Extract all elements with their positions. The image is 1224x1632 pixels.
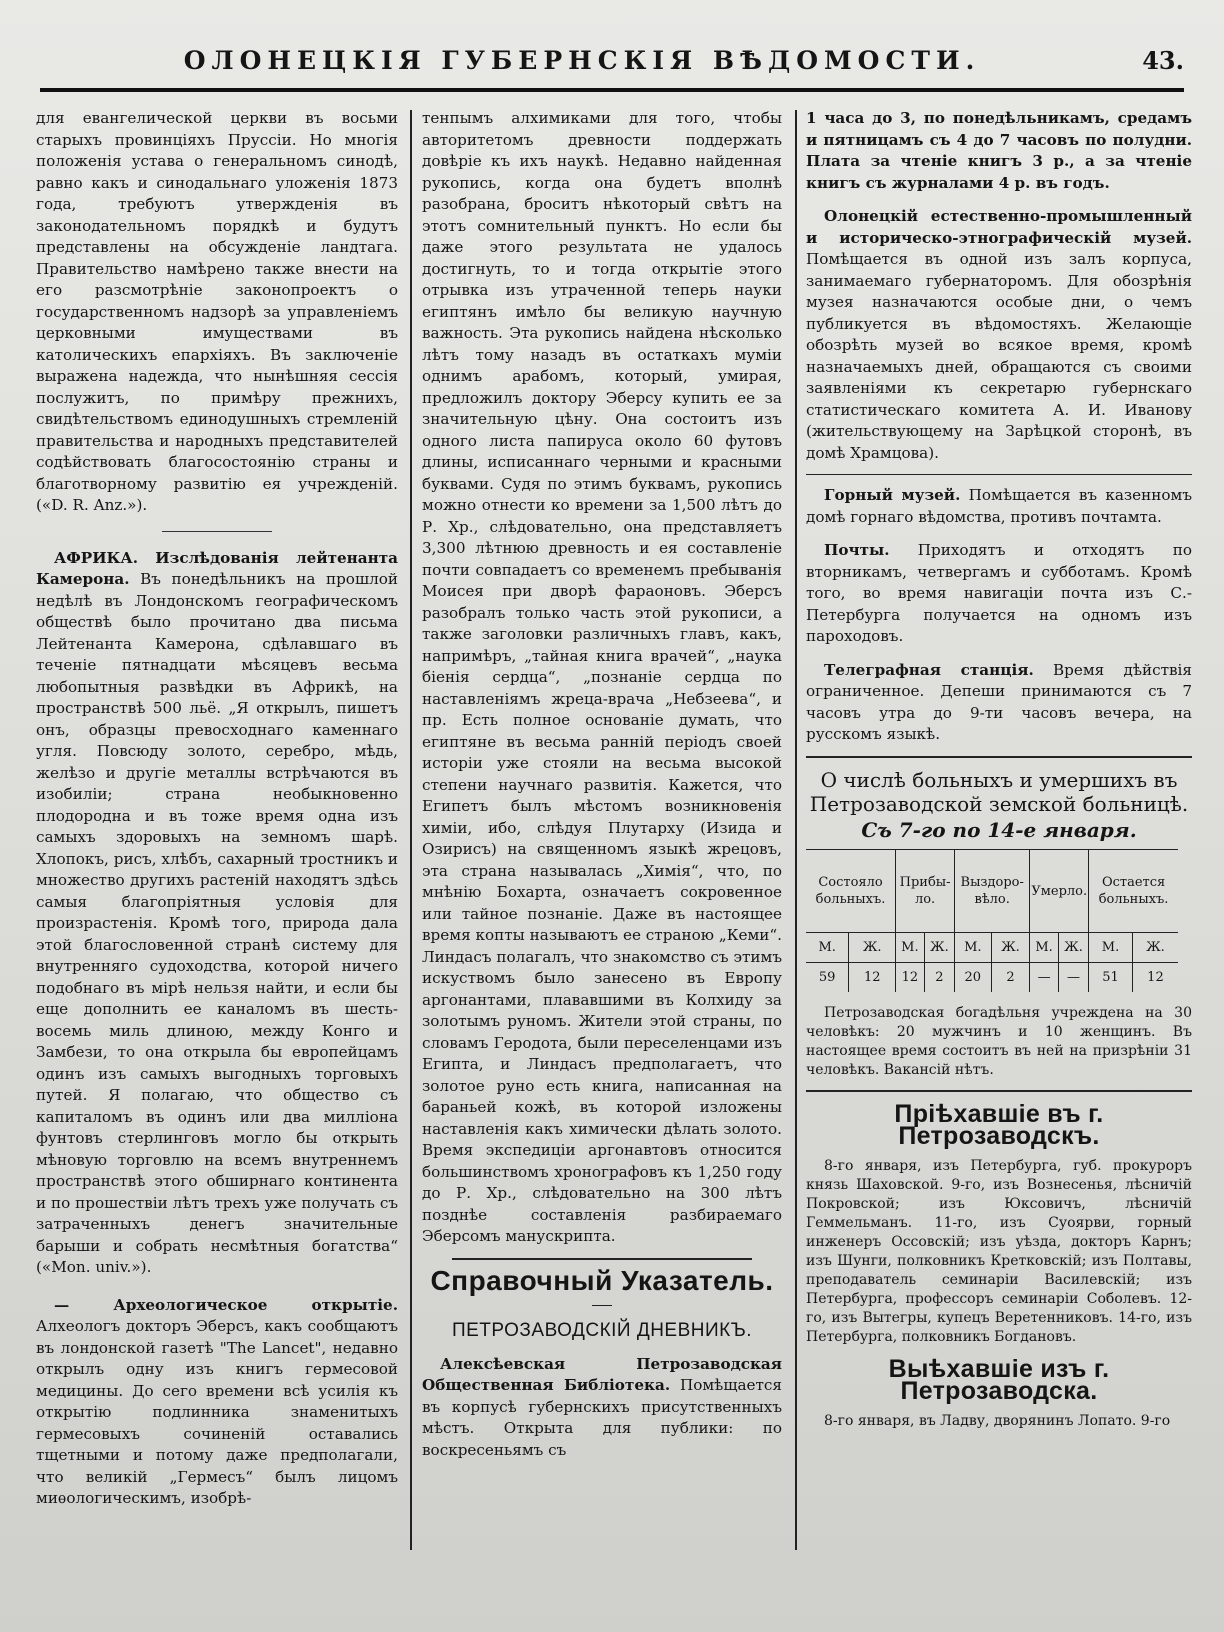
table-cell: 51 bbox=[1089, 963, 1133, 993]
telegraph-text: Время дѣйствія ограниченное. Депеши принимаются съ 7 часовъ утра до 9-ти часовъ вечера, на русскомъ языкѣ. bbox=[806, 660, 1192, 743]
table-cell: 12 bbox=[1132, 963, 1178, 993]
table-subheader-cell: Ж. bbox=[991, 933, 1030, 963]
page-number: 43. bbox=[1142, 46, 1184, 75]
section-separator bbox=[452, 1258, 752, 1260]
departures-heading: Выѣхавшіе изъ г. Петрозаводска. bbox=[888, 1355, 1110, 1405]
section-separator bbox=[806, 474, 1192, 475]
table-subheader-cell: Ж. bbox=[924, 933, 954, 963]
table-subheader-cell: М. bbox=[955, 933, 991, 963]
table-cell: 2 bbox=[991, 963, 1030, 993]
arrivals-text: 8-го января, изъ Петербурга, губ. прокуроръ князь Шаховской. 9-го, изъ Вознесенья, лѣсничій Покровской; изъ Юксовичъ, лѣсничій Геммельманъ. 11-го, изъ Суоярви, горный инженеръ Оссовскій; изъ уѣзда, докторъ Карнъ; изъ Шунги, полковникъ Кретковскій; изъ Полтавы, преподаватель семинаріи Василевскій; изъ Петербурга, профессоръ семинаріи Соболевъ. 12-го, изъ Вытегры, купецъ Веретенниковъ. 14-го, изъ Петербурга, полковникъ Богдановъ. bbox=[806, 1158, 1192, 1345]
table-cell: 2 bbox=[924, 963, 954, 993]
museum-entry bbox=[806, 206, 1192, 464]
column-divider bbox=[410, 110, 412, 1550]
column-2 bbox=[422, 108, 782, 1548]
post-text: Приходятъ и отходятъ по вторникамъ, четвергамъ и субботамъ. Кромѣ того, во время навигаціи почта изъ С.-Петербурга получается на одномъ изъ пароходовъ. bbox=[806, 541, 1192, 645]
table-cell: — bbox=[1058, 963, 1088, 993]
masthead bbox=[40, 42, 1184, 92]
table-cell: 20 bbox=[955, 963, 991, 993]
table-header-cell: Выздоро-вѣло. bbox=[955, 850, 1030, 933]
masthead-rule bbox=[40, 88, 1184, 92]
mining-museum-headline: Горный музей. bbox=[824, 486, 961, 504]
column-divider bbox=[795, 110, 797, 1550]
table-cell: 59 bbox=[806, 963, 849, 993]
section-separator bbox=[806, 1090, 1192, 1092]
table-subheader-cell: М. bbox=[1089, 933, 1133, 963]
archaeology-text: Алхеологъ докторъ Эберсъ, какъ сообщаютъ въ лондонской газетѣ "The Lancet", недавно открылъ одну изъ книгъ гермесовой медицины. До сего времени всѣ усилія къ открытію подлинника знаменитыхъ гермесовыхъ сочиненій оставались тщетными и потому даже предполагали, что великій „Гермесъ“ былъ лицомъ миѳологическимъ, изобрѣ- bbox=[36, 1317, 398, 1507]
table-subheader-cell: М. bbox=[896, 933, 925, 963]
table-header-cell: Остается больныхъ. bbox=[1089, 850, 1178, 933]
arrivals-heading: Пріѣхавшіе въ г. Петрозаводскъ. bbox=[894, 1100, 1104, 1150]
table-row bbox=[806, 963, 1178, 993]
column-3 bbox=[806, 108, 1192, 1608]
newspaper-title: ОЛОНЕЦКІЯ ГУБЕРНСКІЯ ВѢДОМОСТИ. bbox=[183, 46, 981, 75]
section-separator bbox=[806, 756, 1192, 758]
short-dash bbox=[592, 1305, 612, 1306]
museum-headline: Олонецкій естественно-промышленный и историческо-этнографическій музей. bbox=[806, 207, 1192, 247]
library-headline: Алексѣевская Петрозаводская Общественная Библіотека. bbox=[422, 1354, 782, 1394]
archaeology-article bbox=[36, 1295, 398, 1510]
table-header-cell: Умерло. bbox=[1030, 850, 1089, 933]
post-entry bbox=[806, 540, 1192, 648]
archaeology-headline: — Археологическое открытіе. bbox=[54, 1295, 398, 1314]
petrozavodsk-diary-heading: ПЕТРОЗАВОДСКІЙ ДНЕВНИКЪ. bbox=[451, 1320, 753, 1341]
section-separator bbox=[162, 531, 272, 532]
africa-article bbox=[36, 548, 398, 1279]
library-entry bbox=[422, 1354, 782, 1462]
library-text: Помѣщается въ корпусѣ губернскихъ присутственныхъ мѣстъ. Открыта для публики: по воскресеньямъ съ bbox=[422, 1376, 782, 1459]
hospital-stats-table bbox=[806, 849, 1178, 992]
table-header-cell: Прибы-ло. bbox=[896, 850, 955, 933]
library-hours-text: 1 часа до 3, по понедѣльникамъ, средамъ и пятницамъ съ 4 до 7 часовъ по полудни. Плата за чтеніе книгъ 3 р., а за чтеніе книгъ съ журналами 4 р. въ годъ. bbox=[806, 109, 1192, 192]
departures-text: 8-го января, въ Ладву, дворянинъ Лопато. 9-го bbox=[824, 1413, 1171, 1429]
mining-museum-entry bbox=[806, 485, 1192, 528]
table-subheader-cell: Ж. bbox=[1132, 933, 1178, 963]
reference-index-heading: Справочный Указатель. bbox=[430, 1264, 774, 1296]
hospital-stats-heading: О числѣ больныхъ и умершихъ въ Петрозаводской земской больницѣ. bbox=[809, 767, 1189, 816]
table-subheader-cell: М. bbox=[806, 933, 849, 963]
table-subheader-cell: Ж. bbox=[1058, 933, 1088, 963]
table-cell: 12 bbox=[849, 963, 896, 993]
table-subheader-row bbox=[806, 933, 1178, 963]
mining-museum-text: Помѣщается въ казенномъ домѣ горнаго вѣдомства, противъ почтамта. bbox=[806, 486, 1192, 526]
museum-text: Помѣщается въ одной изъ залъ корпуса, занимаемаго губернаторомъ. Для обозрѣнія музея назначаются особые дни, о чемъ публикуется въ вѣдомостяхъ. Желающіе обозрѣть музей во всякое время, кромѣ назначаемыхъ дней, обращаются съ своими заявленіями къ секретарю губернскаго статистическаго комитета А. И. Иванову (жительствующему на Зарѣцкой сторонѣ, въ домѣ Храмцова). bbox=[806, 250, 1192, 462]
archaeology-continued: тенпымъ алхимиками для того, чтобы авторитетомъ древности поддержать довѣріе къ ихъ наукѣ. Недавно найденная рукопись, когда она будетъ вполнѣ разобрана, броситъ нѣкоторый свѣтъ на этотъ сомнительный пунктъ. Но если бы даже этого результата не удалось достигнуть, то и тогда открытіе этого отрывка изъ утраченной теперь науки египтянъ имѣло бы великую научную важность. Эта рукопись найдена нѣсколько лѣтъ тому назадъ въ остаткахъ муміи однимъ арабомъ, который, умирая, предложилъ доктору Эберсу купить ее за значительную цѣну. Она состоитъ изъ одного листа папируса около 60 футовъ длины, исписаннаго черными и красными буквами. Судя по этимъ буквамъ, рукопись можно отнести ко времени за 1,500 лѣтъ до Р. Хр., слѣдовательно, она представляетъ 3,300 лѣтнюю древность и ея составленіе почти совпадаетъ со временемъ пребыванія Моисея при дворѣ фараоновъ. Эберсъ разобралъ только часть этой рукописи, а также заголовки различныхъ главъ, какъ, напримѣръ, „тайная книга врачей“, „наука біенія сердца“, „познаніе сердца по наставленіямъ жреца-врача „Небзеева“, и пр. Есть полное основаніе думать, что египтяне въ весьма ранній періодъ своей исторіи уже стояли на весьма высокой степени научнаго развитія. Кажется, что Египетъ былъ мѣстомъ возникновенія химіи, ибо, слѣдуя Плутарху (Изида и Озирисъ) на священномъ языкѣ жрецовъ, эта страна называлась „Химія“, что, по мнѣнію Бохарта, означаетъ сокровенное или тайное познаніе. Даже въ настоящее время копты называютъ ее страною „Кеми“. Линдасъ полагалъ, что знакомство съ этимъ искуствомъ было занесено въ Европу аргонантами, плававшими въ Колхиду за золотымъ руномъ. Жители этой страны, по словамъ Геродота, были переселенцами изъ Египта, и Линдасъ предполагаетъ, что золотое руно есть книга, написанная на бараньей кожѣ, въ которой изложены наставленія какъ химически дѣлать золото. Время экспедиціи аргонавтовъ относится большинствомъ хронографовъ къ 1,250 году до Р. Хр., слѣдовательно на 300 лѣтъ позднѣе составленія разбираемаго Эберсомъ манускрипта. bbox=[422, 109, 782, 1245]
telegraph-headline: Телеграфная станція. bbox=[824, 660, 1034, 679]
hospital-stats-dates: Съ 7-го по 14-е января. bbox=[861, 817, 1137, 842]
column-1 bbox=[36, 108, 398, 1598]
table-cell: 12 bbox=[896, 963, 925, 993]
church-article-text: для евангелической церкви въ восьми старыхъ провинціяхъ Пруссіи. Но многія положенія устава о генеральномъ синодѣ, равно какъ и синодальнаго уложенія 1873 года, требуютъ утвержденія въ законодательномъ порядкѣ и будутъ представлены на обсужденіе ландтага. Правительство намѣрено также внести на его разсмотрѣніе законопроектъ о государственномъ надзорѣ за управленіемъ церковными имуществами въ католическихъ епархіяхъ. Въ заключеніе выражена надежда, что нынѣшняя сессія послужитъ, по примѣру прежнихъ, свидѣтельствомъ единодушныхъ стремленій правительства и народныхъ представителей содѣйствовать благосостоянію страны и благотворному развитію ея учрежденій. («D. R. Anz.»). bbox=[36, 109, 398, 514]
table-subheader-cell: М. bbox=[1030, 933, 1058, 963]
table-subheader-cell: Ж. bbox=[849, 933, 896, 963]
telegraph-entry bbox=[806, 660, 1192, 746]
table-cell: — bbox=[1030, 963, 1058, 993]
almshouse-text: Петрозаводская богадѣльня учреждена на 30 человѣкъ: 20 мужчинъ и 10 женщинъ. Въ настоящее время состоитъ въ ней на призрѣніи 31 человѣкъ. Вакансій нѣтъ. bbox=[806, 1005, 1192, 1078]
africa-text: Въ понедѣльникъ на прошлой недѣлѣ въ Лондонскомъ географическомъ обществѣ было прочитано два письма Лейтенанта Камерона, сдѣлавшаго въ теченіе пятнадцати мѣсяцевъ весьма любопытныя развѣдки въ Африкѣ, на пространствѣ 500 льё. „Я открылъ, пишетъ онъ, образцы превосходнаго каменнаго угля. Повсюду золото, серебро, мѣдь, желѣзо и другіе металлы встрѣчаются въ изобиліи; страна необыкновенно плодородна и въ тоже время одна изъ самыхъ здоровыхъ на земномъ шарѣ. Хлопокъ, рисъ, хлѣбъ, сахарный тростникъ и множество другихъ растеній находятъ здѣсь самыя благопріятныя условія для произрастенія. Кромѣ того, природа дала этой благословенной странѣ систему для внутренняго судоходства, которой ничего подобнаго въ мірѣ нельзя найти, и если бы еще дополнить ее каналомъ въ шесть-восемь миль длиною, между Конго и Замбези, то она открыла бы европейцамъ одинъ изъ самыхъ выгодныхъ торговыхъ путей. Я полагаю, что общество съ капиталомъ въ одинъ или два милліона фунтовъ стерлинговъ могло бы открыть мѣновую торговлю на всемъ внутреннемъ пространствѣ этого обширнаго континента и по прошествіи лѣтъ трехъ уже получать съ затраченныхъ денегъ значительные барыши и собрать несмѣтныя богатства“ («Mon. univ.»). bbox=[36, 570, 398, 1276]
africa-headline: АФРИКА. Изслѣдованія лейтенанта Камерона. bbox=[36, 548, 398, 588]
post-headline: Почты. bbox=[824, 541, 890, 559]
table-header-cell: Состояло больныхъ. bbox=[806, 850, 896, 933]
table-header-row bbox=[806, 850, 1178, 933]
